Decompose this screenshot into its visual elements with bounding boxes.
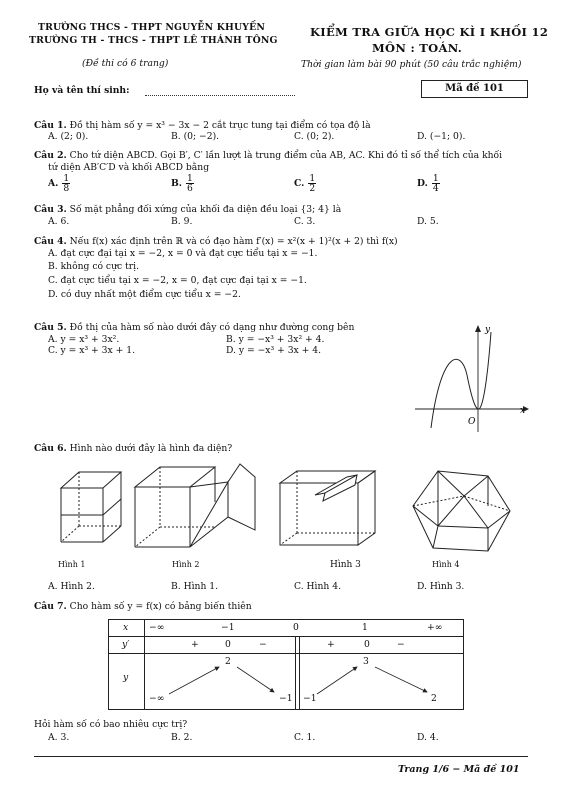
table-y-label: y xyxy=(123,672,129,683)
q2-option-b[interactable] xyxy=(171,174,294,193)
q7-text: Cho hàm số y = f(x) có bảng biến thiên xyxy=(69,601,252,612)
q1-option-b[interactable]: B. (0; −2). xyxy=(171,131,220,142)
school-name-1: TRƯỜNG THCS - THPT NGUYỄN KHUYẾN xyxy=(38,22,266,33)
table-x-zero: 0 xyxy=(293,622,299,633)
q2-option-c-letter: C. xyxy=(294,178,305,189)
table-y-neg-inf: −∞ xyxy=(149,693,165,704)
q2-a-num: 1 xyxy=(63,173,70,184)
q6-text: Hình nào dưới đây là hình đa diện? xyxy=(69,443,233,454)
q4-option-a[interactable]: A. đạt cực đại tại x = −2, x = 0 và đạt cực tiểu tại x = −1. xyxy=(48,248,318,259)
q4-label: Câu 4. xyxy=(34,236,67,247)
q6-option-a[interactable]: A. Hình 2. xyxy=(48,581,95,592)
figure-3 xyxy=(275,465,390,555)
table-arrows xyxy=(109,620,463,709)
q2-b-den: 6 xyxy=(186,183,193,194)
table-yprime-zero-1: 0 xyxy=(225,639,231,650)
table-y-left-limit: −1 xyxy=(279,693,293,704)
q5-label: Câu 5. xyxy=(34,322,67,333)
figure-4 xyxy=(408,466,518,558)
q2-b-num: 1 xyxy=(186,173,193,184)
exam-title: KIỂM TRA GIỮA HỌC KÌ I KHỐI 12 xyxy=(310,25,549,39)
table-x-minus1: −1 xyxy=(221,622,235,633)
table-y-max-1: 2 xyxy=(225,656,231,667)
x-axis-label: x xyxy=(520,406,526,416)
table-x-one: 1 xyxy=(362,622,368,633)
q2-d-den: 4 xyxy=(432,183,439,194)
q7-option-c[interactable]: C. 1. xyxy=(294,732,316,743)
q1-label: Câu 1. xyxy=(34,120,67,131)
exam-code-box: Mã đề 101 xyxy=(421,80,528,98)
footer-rule xyxy=(34,756,528,757)
q2-option-d-letter: D. xyxy=(417,178,428,189)
q6-option-b[interactable]: B. Hình 1. xyxy=(171,581,219,592)
school-name-2: TRƯỜNG TH - THCS - THPT LÊ THÁNH TÔNG xyxy=(29,35,278,46)
page-footer: Trang 1/6 − Mã đề 101 xyxy=(398,764,520,775)
q3-option-a[interactable]: A. 6. xyxy=(48,216,70,227)
q5-option-c[interactable]: C. y = x³ + 3x + 1. xyxy=(48,345,136,356)
arrow-up-2 xyxy=(317,667,357,694)
q3-option-c[interactable]: C. 3. xyxy=(294,216,316,227)
table-x-pos-inf: +∞ xyxy=(427,622,443,633)
student-name-field[interactable] xyxy=(145,95,295,96)
q5-option-b[interactable]: B. y = −x³ + 3x² + 4. xyxy=(226,334,325,345)
q5-option-d[interactable]: D. y = −x³ + 3x + 4. xyxy=(226,345,322,356)
q1-option-a[interactable]: A. (2; 0). xyxy=(48,131,89,142)
table-y-end: 2 xyxy=(431,693,437,704)
q2-label: Câu 2. xyxy=(34,150,67,161)
subject: MÔN : TOÁN. xyxy=(372,41,463,55)
q2-text-1: Cho tứ diện ABCD. Gọi B′, C′ lần lượt là trung điểm của AB, AC. Khi đó tỉ số thể tích của khối xyxy=(69,150,503,161)
table-yprime-label: y′ xyxy=(122,639,130,650)
table-yprime-plus-1: + xyxy=(191,639,199,650)
q6-option-c[interactable]: C. Hình 4. xyxy=(294,581,342,592)
q2-c-num: 1 xyxy=(309,173,316,184)
q6-option-d[interactable]: D. Hình 3. xyxy=(417,581,465,592)
figure-2 xyxy=(130,462,260,557)
q2-a-den: 8 xyxy=(63,183,70,194)
table-yprime-plus-2: + xyxy=(327,639,335,650)
figure-1-cube xyxy=(55,468,130,553)
q1-option-d[interactable]: D. (−1; 0). xyxy=(417,131,466,142)
q5-text: Đồ thị của hàm số nào dưới đây có dạng như đường cong bên xyxy=(69,322,355,333)
q2-option-c[interactable] xyxy=(294,174,417,193)
q2-option-b-letter: B. xyxy=(171,178,182,189)
q6-label: Câu 6. xyxy=(34,443,67,454)
q5-graph xyxy=(405,320,535,435)
origin-label: O xyxy=(468,417,476,427)
q3-option-b[interactable]: B. 9. xyxy=(171,216,193,227)
table-yprime-minus-1: − xyxy=(259,639,267,650)
student-name-label: Họ và tên thí sinh: xyxy=(34,85,130,96)
table-x-label: x xyxy=(123,622,129,633)
q3-option-d[interactable]: D. 5. xyxy=(417,216,439,227)
arrow-up-1 xyxy=(169,667,219,694)
q1-text: Đồ thị hàm số y = x³ − 3x − 2 cắt trục tung tại điểm có tọa độ là xyxy=(69,120,371,131)
q4-option-c[interactable]: C. đạt cực tiểu tại x = −2, x = 0, đạt cực đại tại x = −1. xyxy=(48,275,307,286)
q2-text-2: tứ diện AB′C′D và khối ABCD bằng xyxy=(48,162,210,173)
time-note: Thời gian làm bài 90 phút (50 câu trắc nghiệm) xyxy=(301,59,522,70)
table-y-max-2: 3 xyxy=(363,656,369,667)
figure-4-label: Hình 4 xyxy=(432,560,460,569)
q7-label: Câu 7. xyxy=(34,601,67,612)
table-x-neg-inf: −∞ xyxy=(149,622,165,633)
q5-option-a[interactable]: A. y = x³ + 3x². xyxy=(48,334,120,345)
figure-3-label: Hình 3 xyxy=(330,560,361,570)
arrow-down-2 xyxy=(375,667,427,692)
q7-option-d[interactable]: D. 4. xyxy=(417,732,439,743)
q2-d-num: 1 xyxy=(432,173,439,184)
pages-note: (Đề thi có 6 trang) xyxy=(82,58,169,69)
q2-option-d[interactable] xyxy=(417,174,540,193)
q2-c-den: 2 xyxy=(309,183,316,194)
q4-text: Nếu f(x) xác định trên ℝ và có đạo hàm f′(x) = x²(x + 1)²(x + 2) thì f(x) xyxy=(69,236,398,247)
q7-option-b[interactable]: B. 2. xyxy=(171,732,193,743)
y-axis-arrow xyxy=(475,325,481,332)
q1-option-c[interactable]: C. (0; 2). xyxy=(294,131,335,142)
curve xyxy=(431,332,491,428)
figure-2-label: Hình 2 xyxy=(172,560,200,569)
figure-1-label: Hình 1 xyxy=(58,560,86,569)
table-y-right-limit: −1 xyxy=(303,693,317,704)
q3-text: Số mặt phẳng đối xứng của khối đa diện đều loại {3; 4} là xyxy=(69,204,342,215)
q7-option-a[interactable]: A. 3. xyxy=(48,732,70,743)
arrow-down-1 xyxy=(237,667,274,692)
q7-question: Hỏi hàm số có bao nhiêu cực trị? xyxy=(34,719,188,730)
table-yprime-minus-2: − xyxy=(397,639,405,650)
q3-label: Câu 3. xyxy=(34,204,67,215)
table-yprime-zero-2: 0 xyxy=(364,639,370,650)
q2-option-a[interactable] xyxy=(48,174,171,193)
y-axis-label: y xyxy=(485,325,491,335)
variation-table xyxy=(108,619,464,710)
q4-option-d[interactable]: D. có duy nhất một điểm cực tiểu x = −2. xyxy=(48,289,241,300)
q2-option-a-letter: A. xyxy=(48,178,59,189)
q4-option-b[interactable]: B. không có cực trị. xyxy=(48,261,139,272)
